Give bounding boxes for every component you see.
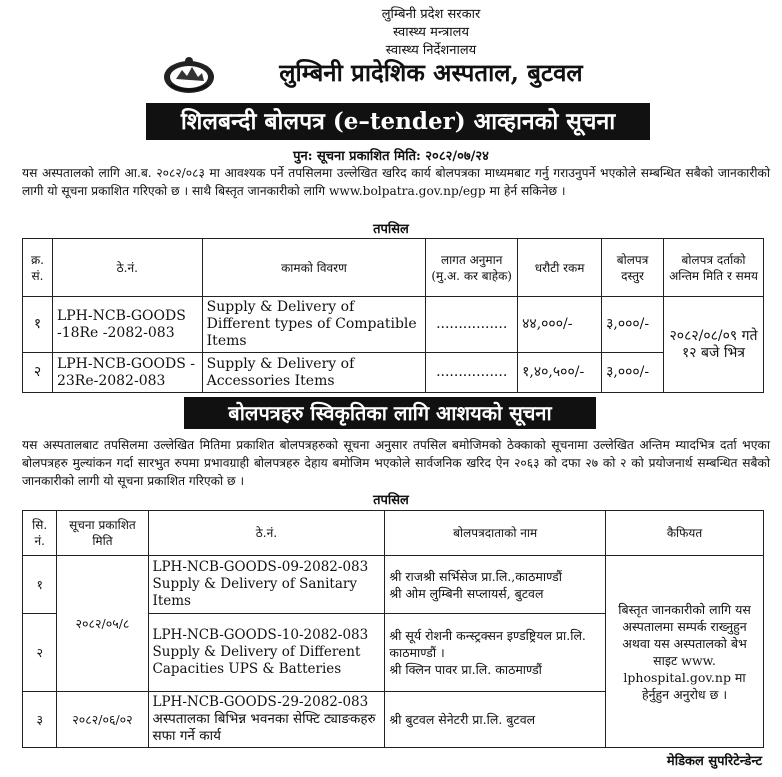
col-deadline: बोलपत्र दर्ताको अन्तिम मिति र समय bbox=[664, 239, 764, 297]
row-cost: ................ bbox=[426, 353, 518, 393]
row-sn: १ bbox=[23, 556, 57, 614]
row-fee: ३,०००/- bbox=[602, 353, 664, 393]
col-tn: ठे.नं. bbox=[148, 511, 385, 556]
col-bidder: बोलपत्रदाताको नाम bbox=[385, 511, 606, 556]
bidder-name: श्री सूर्य रोशनी कन्स्ट्रक्सन इण्डष्ट्रियल प्रा.लि. काठमाण्डौं । bbox=[389, 628, 586, 660]
intent-paragraph: यस अस्पतालबाट तपसिलमा उल्लेखित मितिमा प्रकाशित बोलपत्रहरुको सूचना अनुसार तपसिल बमोजिमको ठेक्काको सूचनामा उल्लेखित अन्तिम म्यादभित्र दर्ता भएका बोलपत्रहरु मुल्यांकन गर्दा सारभुत रुपमा प्रभावग्राही बोलपत्रहरु देहाय बमोजिम भएकोले सार्वजनिक खरिद ऐन २०६३ को दफा २७ को २ को प्रयोजनार्थ सम्बन्धित सबैको जानकारीको लागी यो सूचना प्रकाशित गरिएको छ । bbox=[22, 438, 770, 488]
row-deposit: ४४,०००/- bbox=[518, 297, 602, 353]
table-header-row bbox=[23, 511, 764, 556]
etender-notice-title: शिलबन्दी बोलपत्र (e–tender) आव्हानको सूचना bbox=[146, 103, 650, 140]
col-date: सूचना प्रकाशित मिति bbox=[57, 511, 148, 556]
row-tn: LPH-NCB-GOODS - 23Re-2082-083 bbox=[52, 353, 202, 393]
republish-date: पुन: सूचना प्रकाशित मिति: २०८२/०७/२४ bbox=[293, 149, 489, 164]
col-sn: सि. नं. bbox=[23, 511, 57, 556]
bidder-name: श्री ओम लुम्बिनी सप्लायर्स, बुटवल bbox=[389, 585, 544, 601]
row-work: Supply & Delivery of Different types of Compatible Items bbox=[202, 297, 426, 353]
bidder-name: श्री बुटवल सेनेटरी प्रा.लि. बुटवल bbox=[389, 712, 536, 727]
govt-name: लुम्बिनी प्रदेश सरकार bbox=[381, 7, 481, 22]
col-sn: क्र. सं. bbox=[23, 239, 53, 297]
col-remarks: कैफियत bbox=[606, 511, 764, 556]
row-date: २०८२/०६/०२ bbox=[57, 692, 148, 748]
signature: मेडिकल सुपरिटेन्डेन्ट bbox=[666, 754, 762, 769]
etender-table bbox=[22, 238, 764, 393]
directorate-name: स्वास्थ्य निर्देशनालय bbox=[385, 43, 477, 58]
col-fee: बोलपत्र दस्तुर bbox=[602, 239, 664, 297]
table-row bbox=[23, 297, 764, 353]
col-work: कामको विवरण bbox=[202, 239, 426, 297]
col-deposit: धरौटी रकम bbox=[518, 239, 602, 297]
col-tn: ठे.नं. bbox=[52, 239, 202, 297]
row-sn: २ bbox=[23, 353, 53, 393]
bidder-name: श्री राजश्री सर्भिसेज प्रा.लि.,काठमाण्डौं bbox=[389, 568, 562, 584]
row-tn: LPH-NCB-GOODS -18Re -2082-083 bbox=[52, 297, 202, 353]
bidder-name: श्री क्लिन पावर प्रा.लि. काठमाण्डौं bbox=[389, 662, 542, 677]
intent-table bbox=[22, 510, 764, 748]
deadline-cell: २०८२/०८/०९ गते १२ बजे भित्र bbox=[664, 297, 764, 393]
row-tn: LPH-NCB-GOODS-29-2082-083 अस्पतालका बिभिन्न भवनका सेफ्टि ट्याङकहरु सफा गर्ने कार्य bbox=[148, 692, 385, 748]
table-row bbox=[23, 556, 764, 614]
etender-paragraph: यस अस्पतालको लागि आ.ब. २०८२/०८३ मा आवश्यक पर्ने तपसिलमा उल्लेखित खरिद कार्य बोलपत्रका माध्यमबाट गर्नु गराउनुपर्ने भएकोले सम्बन्धित सबैको जानकारीको लागी यो सूचना प्रकाशित गरिएको छ । साथै बिस्तृत जानकारीको लागि www.bolpatra.gov.np/egp मा हेर्न सकिनेछ । bbox=[22, 166, 770, 198]
row-fee: ३,०००/- bbox=[602, 297, 664, 353]
row-deposit: १,४०,५००/- bbox=[518, 353, 602, 393]
table-header-row bbox=[23, 239, 764, 297]
hospital-name: लुम्बिनी प्रादेशिक अस्पताल, बुटवल bbox=[279, 58, 583, 87]
ministry-name: स्वास्थ्य मन्त्रालय bbox=[392, 25, 470, 40]
col-cost: लागत अनुमान (मु.अ. कर बाहेक) bbox=[426, 239, 518, 297]
row-tn: LPH-NCB-GOODS-10-2082-083 Supply & Delivery of Different Capacities UPS & Batteries bbox=[148, 614, 385, 692]
row-tn: LPH-NCB-GOODS-09-2082-083 Supply & Delivery of Sanitary Items bbox=[148, 556, 385, 614]
row-bidder bbox=[385, 692, 606, 748]
tapsil-heading-1: तपसिल bbox=[373, 222, 409, 237]
row-bidder bbox=[385, 614, 606, 692]
remarks-cell: बिस्तृत जानकारीको लागि यस अस्पतालमा सम्पर्क राख्नुहुन अथवा यस अस्पतालको बेभ साइट www. lphospital.gov.np मा हेर्नुहुन अनुरोध छ । bbox=[606, 556, 764, 748]
row-cost: ................ bbox=[426, 297, 518, 353]
row-bidder bbox=[385, 556, 606, 614]
intent-notice-title: बोलपत्रहरु स्विकृतिका लागि आशयको सूचना bbox=[184, 397, 596, 429]
tapsil-heading-2: तपसिल bbox=[373, 493, 409, 508]
row-sn: १ bbox=[23, 297, 53, 353]
table-row bbox=[23, 353, 764, 393]
row-date: २०८२/०५/८ bbox=[57, 556, 148, 692]
row-sn: ३ bbox=[23, 692, 57, 748]
row-work: Supply & Delivery of Accessories Items bbox=[202, 353, 426, 393]
row-sn: २ bbox=[23, 614, 57, 692]
